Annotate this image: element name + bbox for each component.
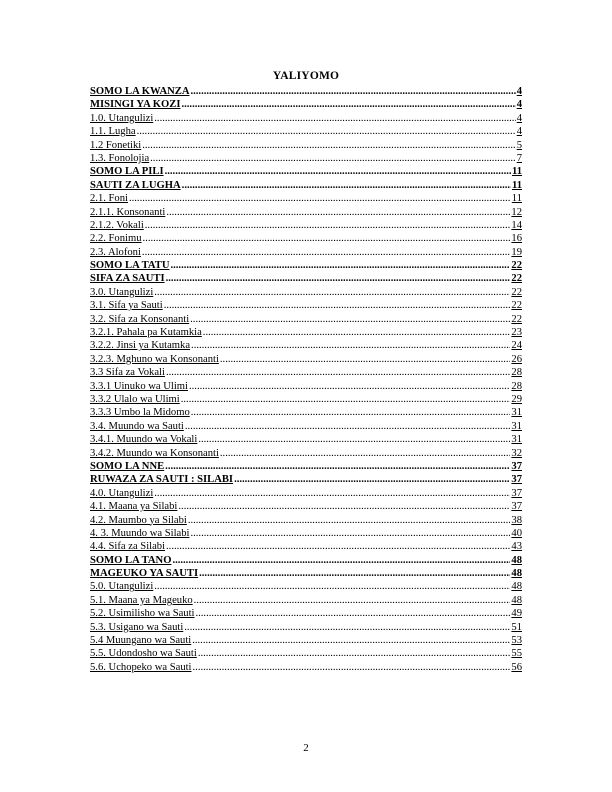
toc-entry-page: 11 [511,166,522,178]
toc-leader-dots [154,580,510,593]
toc-entry-label: 4.1. Maana ya Silabi [90,501,178,513]
toc-entry-label: 3.2.2. Jinsi ya Kutamka [90,340,191,352]
toc-entry-label: SOMO LA TATU [90,260,170,272]
toc-entry-page: 12 [511,206,522,218]
toc-entry[interactable] [90,647,522,660]
toc-entry[interactable] [90,594,522,607]
toc-leader-dots [195,607,510,620]
toc-leader-dots [184,621,510,634]
toc-entry[interactable] [90,206,522,219]
toc-leader-dots [189,380,510,393]
toc-leader-dots [172,554,510,567]
toc-entry[interactable] [90,353,522,366]
toc-entry[interactable] [90,406,522,419]
toc-entry-page: 38 [511,514,522,526]
toc-leader-dots [154,112,515,125]
toc-leader-dots [165,165,511,178]
toc-entry-label: 2.2. Fonimu [90,233,142,245]
toc-entry-page: 11 [511,179,522,191]
toc-leader-dots [191,339,510,352]
toc-entry-label: 3.3.2 Ulalo wa Ulimi [90,393,180,405]
toc-entry-label: 3.1. Sifa ya Sauti [90,300,163,312]
toc-leader-dots [129,192,511,205]
toc-entry-label: 1.0. Utangulizi [90,112,154,124]
toc-entry-page: 37 [511,460,522,472]
toc-entry[interactable] [90,125,522,138]
toc-entry-page: 28 [511,380,522,392]
toc-entry-label: 3.4.2. Muundo wa Konsonanti [90,447,219,459]
toc-leader-dots [188,514,511,527]
toc-entry-label: 3.2.1. Pahala pa Kutamkia [90,327,202,339]
toc-entry[interactable] [90,567,522,580]
toc-leader-dots [203,326,511,339]
toc-entry[interactable] [90,500,522,513]
toc-leader-dots [164,299,511,312]
toc-entry-page: 22 [511,300,522,312]
toc-entry-label: SAUTI ZA LUGHA [90,179,181,191]
toc-leader-dots [170,259,510,272]
toc-entry-label: 2.1.2. Vokali [90,219,144,231]
toc-entry-label: 1.3. Fonolojia [90,152,150,164]
toc-leader-dots [154,487,510,500]
toc-entry-page: 51 [511,621,522,633]
toc-leader-dots [142,246,510,259]
toc-entry[interactable] [90,259,522,272]
toc-leader-dots [185,420,511,433]
toc-entry-label: SOMO LA NNE [90,460,165,472]
toc-entry-page: 49 [511,608,522,620]
toc-entry-page: 53 [511,635,522,647]
toc-entry-page: 32 [511,447,522,459]
toc-entry[interactable] [90,420,522,433]
toc-leader-dots [154,286,510,299]
toc-entry[interactable] [90,339,522,352]
toc-entry[interactable] [90,85,522,98]
toc-entry[interactable] [90,313,522,326]
toc-leader-dots [191,406,511,419]
toc-entry-label: 2.1.1. Konsonanti [90,206,166,218]
toc-leader-dots [198,433,510,446]
toc-leader-dots [198,647,511,660]
toc-entry-page: 14 [511,219,522,231]
toc-entry[interactable] [90,433,522,446]
toc-entry-label: 3.0. Utangulizi [90,286,154,298]
toc-entry-page: 7 [516,152,522,164]
toc-leader-dots [234,473,510,486]
toc-entry[interactable] [90,621,522,634]
toc-entry[interactable] [90,661,522,674]
toc-leader-dots [143,232,511,245]
toc-entry-page: 11 [511,193,522,205]
toc-entry[interactable] [90,540,522,553]
toc-entry-label: 1.2 Fonetiki [90,139,142,151]
toc-entry-label: 5.4 Muungano wa Sauti [90,635,192,647]
toc-entry-label: 2.1. Foni [90,193,128,205]
toc-entry-label: 5.3. Usigano wa Sauti [90,621,184,633]
toc-entry-page: 31 [511,420,522,432]
toc-entry-page: 48 [511,594,522,606]
toc-entry-label: RUWAZA ZA SAUTI : SILABI [90,474,234,486]
toc-entry[interactable] [90,366,522,379]
toc-leader-dots [166,540,510,553]
toc-entry-page: 16 [511,233,522,245]
toc-entry[interactable] [90,487,522,500]
toc-entry-label: 4. 3. Muundo wa Silabi [90,527,190,539]
toc-entry-label: 5.6. Uchopeko wa Sauti [90,661,192,673]
toc-entry-label: SOMO LA PILI [90,166,164,178]
toc-leader-dots [166,206,510,219]
toc-entry-label: 3.3 Sifa za Vokali [90,367,165,379]
toc-entry-label: SIFA ZA SAUTI [90,273,165,285]
toc-entry-label: 3.4. Muundo wa Sauti [90,420,184,432]
toc-entry[interactable] [90,246,522,259]
toc-leader-dots [165,460,510,473]
toc-entry[interactable] [90,112,522,125]
toc-entry-label: 3.3.1 Uinuko wa Ulimi [90,380,188,392]
toc-entry-page: 23 [511,327,522,339]
toc-entry-label: SOMO LA TANO [90,554,172,566]
toc-entry-page: 48 [511,568,522,580]
toc-entry-page: 48 [511,554,522,566]
toc-entry[interactable] [90,460,522,473]
toc-entry-page: 55 [511,648,522,660]
toc-entry[interactable] [90,473,522,486]
toc-entry-page: 22 [511,313,522,325]
toc-entry-label: MISINGI YA KOZI [90,99,181,111]
toc-entry[interactable] [90,98,522,111]
toc-entry-page: 28 [511,367,522,379]
toc-entry-page: 43 [511,541,522,553]
toc-leader-dots [190,313,510,326]
toc-entry-label: 5.2. Usimilisho wa Sauti [90,608,195,620]
toc-leader-dots [193,661,511,674]
toc-leader-dots [220,353,511,366]
toc-entry-label: 3.2. Sifa za Konsonanti [90,313,190,325]
toc-entry-label: 4.0. Utangulizi [90,487,154,499]
toc-entry-label: 5.0. Utangulizi [90,581,154,593]
toc-entry-label: 3.3.3 Umbo la Midomo [90,407,190,419]
toc-leader-dots [181,98,515,111]
toc-entry[interactable] [90,514,522,527]
toc-entry-page: 40 [511,527,522,539]
toc-entry[interactable] [90,527,522,540]
toc-entry-page: 48 [511,581,522,593]
toc-entry[interactable] [90,326,522,339]
toc-leader-dots [220,447,511,460]
toc-entry-page: 22 [511,273,522,285]
toc-entry-page: 4 [516,126,522,138]
toc-entry[interactable] [90,232,522,245]
toc-entry[interactable] [90,380,522,393]
toc-entry-page: 37 [511,501,522,513]
toc-entry-page: 19 [511,246,522,258]
toc-entry-page: 22 [511,286,522,298]
toc-entry-label: 4.4. Sifa za Silabi [90,541,166,553]
toc-leader-dots [145,219,511,232]
toc-leader-dots [182,179,511,192]
toc-entry[interactable] [90,179,522,192]
toc-entry[interactable] [90,580,522,593]
toc-entry-label: SOMO LA KWANZA [90,86,190,97]
toc-leader-dots [142,139,515,152]
toc-entry-page: 31 [511,434,522,446]
toc-entry[interactable] [90,272,522,285]
toc-entry-page: 4 [516,99,522,111]
toc-entry-page: 37 [511,487,522,499]
toc-entry[interactable] [90,152,522,165]
toc-leader-dots [190,85,515,98]
toc-entry-page: 22 [511,260,522,272]
toc-leader-dots [166,272,511,285]
toc-entry[interactable] [90,393,522,406]
toc-entry[interactable] [90,554,522,567]
toc-entry-label: 4.2. Maumbo ya Silabi [90,514,187,526]
table-of-contents [90,85,522,674]
toc-entry-page: 5 [516,139,522,151]
toc-entry-page: 24 [511,340,522,352]
toc-leader-dots [192,634,510,647]
toc-entry-label: 3.4.1. Muundo wa Vokali [90,434,198,446]
toc-entry[interactable] [90,165,522,178]
toc-leader-dots [194,594,511,607]
toc-entry-page: 26 [511,353,522,365]
toc-entry-label: 5.5. Udondosho wa Sauti [90,648,197,660]
toc-leader-dots [178,500,510,513]
toc-entry[interactable] [90,192,522,205]
toc-entry-page: 29 [511,393,522,405]
toc-entry-label: 2.3. Alofoni [90,246,141,258]
toc-leader-dots [137,125,516,138]
toc-entry[interactable] [90,139,522,152]
toc-leader-dots [199,567,510,580]
page-number: 2 [303,742,309,754]
toc-title: YALIYOMO [272,70,340,82]
toc-entry-label: 1.1. Lugha [90,126,136,138]
toc-entry[interactable] [90,299,522,312]
toc-entry-page: 4 [516,112,522,124]
toc-entry-label: MAGEUKO YA SAUTI [90,568,199,580]
toc-entry[interactable] [90,219,522,232]
toc-entry-label: 5.1. Maana ya Mageuko [90,594,193,606]
toc-entry-page: 37 [511,474,522,486]
toc-leader-dots [181,393,511,406]
toc-entry[interactable] [90,607,522,620]
toc-entry[interactable] [90,286,522,299]
toc-entry[interactable] [90,447,522,460]
toc-entry-page: 56 [511,661,522,673]
toc-leader-dots [150,152,516,165]
toc-leader-dots [190,527,510,540]
toc-leader-dots [166,366,510,379]
toc-entry[interactable] [90,634,522,647]
toc-entry-label: 3.2.3. Mghuno wa Konsonanti [90,353,219,365]
toc-entry-page: 31 [511,407,522,419]
toc-entry-page: 4 [516,86,522,97]
